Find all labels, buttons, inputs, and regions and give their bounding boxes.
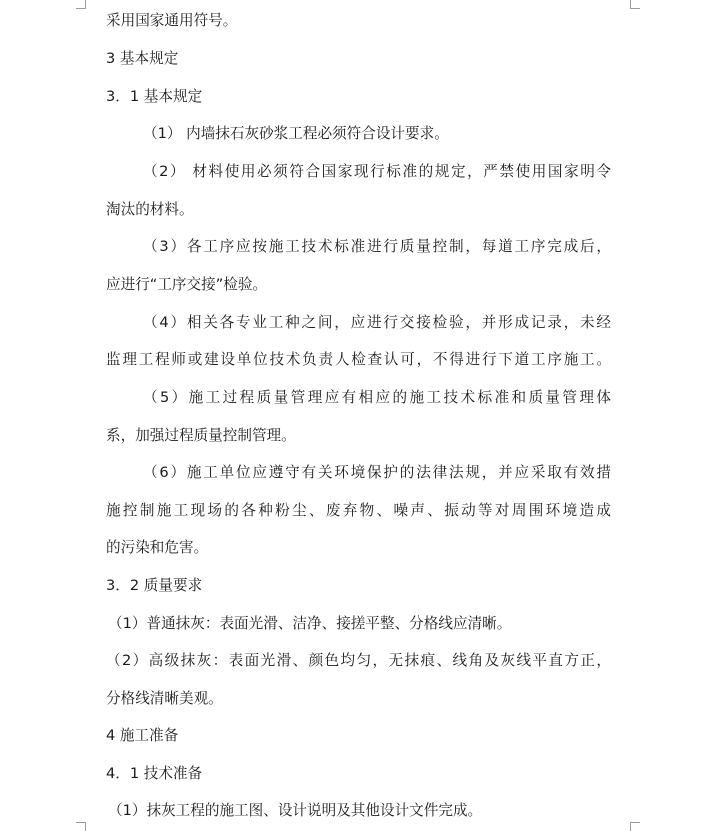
list-item: （4）相关各专业工种之间，应进行交接检验，并形成记录，未经 <box>143 314 611 331</box>
text-line: 应进行“工序交接”检验。 <box>106 276 268 293</box>
crop-mark-top-left <box>85 0 86 8</box>
list-item: （1）抹灰工程的施工图、设计说明及其他设计文件完成。 <box>108 802 483 819</box>
section-heading: 4 施工准备 <box>106 727 179 744</box>
subsection-heading: 4．1 技术准备 <box>106 765 203 782</box>
crop-mark-bottom-left <box>76 822 86 823</box>
crop-mark-top-right <box>630 0 631 8</box>
text-line: 分格线清晰美观。 <box>106 690 223 707</box>
crop-mark-bottom-left <box>85 822 86 831</box>
text-line: 施控制施工现场的各种粉尘、废弃物、噪声、振动等对周围环境造成 <box>106 502 611 519</box>
subsection-heading: 3．1 基本规定 <box>106 88 203 105</box>
crop-mark-bottom-right <box>630 822 640 823</box>
list-item: （2） 材料使用必须符合国家现行标准的规定，严禁使用国家明令 <box>143 163 611 180</box>
list-item: （1）普通抹灰：表面光滑、洁净、接搓平整、分格线应清晰。 <box>108 615 512 632</box>
subsection-heading: 3．2 质量要求 <box>106 577 203 594</box>
crop-mark-top-right <box>630 8 640 9</box>
crop-mark-bottom-right <box>630 822 631 831</box>
text-line: 监理工程师或建设单位技术负责人检查认可，不得进行下道工序施工。 <box>106 351 611 368</box>
list-item: （2）高级抹灰：表面光滑、颜色均匀，无抹痕、线角及灰线平直方正， <box>106 652 611 669</box>
list-item: （6）施工单位应遵守有关环境保护的法律法规，并应采取有效措 <box>143 464 611 481</box>
list-item: （5）施工过程质量管理应有相应的施工技术标准和质量管理体 <box>143 389 611 406</box>
text-line: 淘汰的材料。 <box>106 201 194 218</box>
list-item: （1） 内墙抹石灰砂浆工程必须符合设计要求。 <box>143 125 449 142</box>
section-heading: 3 基本规定 <box>106 50 179 67</box>
text-line: 的污染和危害。 <box>106 539 209 556</box>
list-item: （3）各工序应按施工技术标准进行质量控制，每道工序完成后， <box>143 238 611 255</box>
text-line: 系，加强过程质量控制管理。 <box>106 427 296 444</box>
text-line: 采用国家通用符号。 <box>106 12 238 29</box>
crop-mark-top-left <box>76 8 86 9</box>
